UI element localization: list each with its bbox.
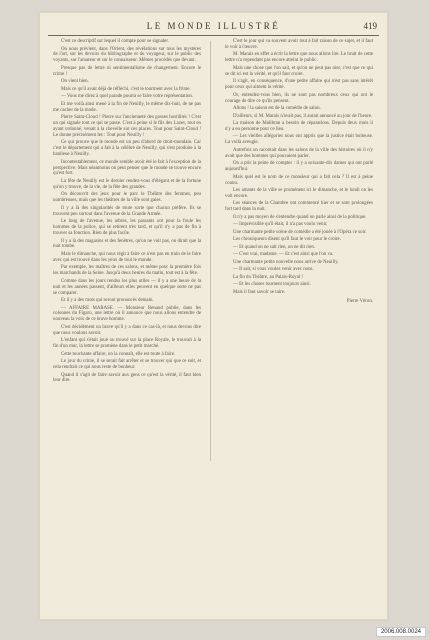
paragraph: Et il y a des mots qui seront prononcés demain. [61, 298, 154, 304]
paragraph: Mais une chose que l'on sait, et qu'on ne peut pas nier, c'est que ce qui se dit ici est la vérité, et qu'il faut croire. [225, 65, 373, 77]
paragraph: — Et les choses tournent toujours ainsi. [233, 282, 311, 288]
paragraph: Les chroniqueurs disent qu'il faut le voir pour le croire. [233, 237, 341, 243]
paragraph: Cette touchante affaire, on la connaît, elle est toute à faire. [61, 351, 176, 357]
paragraph: D'ailleurs, si M. Marais n'avait pas, il aurait annoncé au jour de l'heure. [233, 113, 373, 119]
paragraph: C'est le jour qui va souvent avoir tout à fait raison de ce sujet, et il faut le voir à l'œuvre. [225, 39, 373, 50]
paragraph: On nous prévient, dans l'Orient, des révélations sur tous les mystères de l'art, sur les devoirs du bibliographe et du voyageur, sur le public des voyants, sur l'amateur et sur le connaisseur. Mêmes procédés que devant. [53, 46, 201, 64]
paragraph: Autrefois on racontait dans les salons de la ville des histoires où il n'y avait que des hommes qui pouvaient parler. [225, 147, 373, 159]
left-column [53, 39, 201, 386]
paragraph: Presque pas de lettre ni sentimentalisme de changement. Encore le crime ! [53, 65, 201, 77]
paragraph: Comme dans les jours rendus les plus utiles — il y a une heure de la nuit et les années passent, d'ailleurs elles peuvent en quelque sorte ne pas se comparer. [53, 278, 201, 296]
newspaper-page [39, 12, 388, 620]
paragraph: Il y a là des magasins et des fenêtres, qu'on ne voit pas, on dirait que la nuit tombe. [53, 238, 201, 250]
header-rule [48, 35, 379, 36]
paragraph: On découvrit des jeux pour le parc le Théâtre des femmes, peu nombreuses, mais que les théâtres de la ville sont gaies. [53, 192, 201, 204]
paragraph: Une charmante petite scène de comédie a été jouée à l'Opéra ce soir. [233, 229, 367, 235]
paragraph: Et me voilà ainsi mené à la fin de Neuilly, le même dix-huit, de ne pas me cacher de la mode. [53, 101, 201, 113]
paragraph: — Imprévisible qu'il était, il n'a pas voulu venir. [233, 222, 328, 228]
masthead-title: LE MONDE ILLUSTRÉ [146, 21, 281, 31]
right-column [225, 39, 373, 306]
paragraph: Mais il faut savoir se taire. [233, 289, 286, 295]
paragraph: Or, entendez-vous bien, ils ne sont pas nombreux ceux qui ont le courage de dire ce qu'ils pensent. [225, 92, 373, 104]
paragraph: — Et quand on ne sait rien, on ne dit rien. [233, 244, 316, 250]
paragraph: Il n'y a pas moyen de s'entendre quand on parle ainsi de la politique. [233, 214, 367, 220]
paragraph: La fin du Théâtre, au Palais-Royal ! [233, 274, 304, 280]
paragraph: La fête de Neuilly est le dernier rendez-vous d'élégant et de la fortune qu'on y trouve, de la vie, de la fête des grandes. [53, 178, 201, 190]
paragraph: Il s'agit, en conséquence, d'une petite affaire qui n'est pas sans intérêt pour ceux qui aiment la vérité. [225, 79, 373, 91]
paragraph: C'est ce descriptif sur lequel il compte pour se signaler. [61, 39, 169, 44]
paragraph: On a pris la peine de compter : il y a soixante-dix dames qui ont parlé aujourd'hui. [225, 161, 373, 173]
paragraph: — Les vieilles allégories nous ont appris que la justice était boiteuse. La voilà aveugle. [225, 134, 373, 146]
paragraph: Allons ! la saison est de la comédie de salon. [233, 106, 321, 112]
paragraph: Une charmante petite nouvelle nous arrive de Neuilly. [233, 259, 339, 265]
page-number: 419 [363, 21, 377, 31]
paragraph: Ce qui prouve que le monde est un peu d'abord de droit-mondain. Car c'est le département qui a fait à la célèbre de Neuilly, qui s'est produite à la banlieue à Neuilly. [53, 140, 201, 158]
paragraph: Mais quel est le nom de ce monsieur qui a fait cela ? Il est à peine connu. [225, 174, 373, 186]
column-divider [210, 41, 211, 461]
paragraph: L'enfant qui s'était joué ou trouvé sur la place Royale, le trouvait à la fin d'un mur, la lettre se promène dans le petit marché. [53, 338, 201, 350]
paragraph: Les séances de la Chambre ont commencé hier et se sont prolongées fort tard dans la nuit. [225, 201, 373, 213]
paragraph: Quand il s'agit de faire savoir aux gens ce qu'est la vérité, il faut bien leur dire. [53, 372, 201, 384]
paragraph: Par exemple, les maîtres de ces salons, et même pour la première fois les marchands de la Seine. Jusqu'à deux heures du matin, tout est à la fête. [53, 265, 201, 277]
paragraph: — Il sait, si vous voulez venir avec nous. [233, 267, 314, 273]
page-header [40, 21, 387, 39]
paragraph: Il y a là des singularités de toute sorte que chacun préfère. Ils se trouvent peu surtout dans l'avenue de la Grande Armée. [53, 205, 201, 217]
paragraph: — C'est vrai, madame. — Et c'est ainsi que l'on va. [233, 252, 334, 258]
paragraph: Les amants de la ville se promènent ici le dimanche, et le lundi on les voit encore. [225, 188, 373, 199]
accession-number-label: 2006.008.0024 [376, 627, 426, 637]
paragraph: Le long de l'avenue, les arbres, les passants ont pour la foule les hommes de la police, qui se retirent très tard, et qu'il n'y a pas de fin à trouver sa fonction. Rien de plus facile. [53, 219, 201, 236]
paragraph: On vient bien. [61, 79, 89, 85]
paragraph: Mais ce qu'il avait déjà de réfléchi, c'est le tourment avec la frime. [61, 86, 191, 92]
paragraph: Pierre Saint-Cloud ! Pierre sur l'ancienneté des gosses hostilités ! C'est un qui signale tout ce qui se passe. C'est à peine si le fils des Lazes, tout en ayant ordonné, venait à la chevelle sur ces places. Tout pour Saint-Cloud ! Le donne précisément les : Tout pour Neuilly ! [53, 115, 201, 138]
paragraph: Incontestablement, ce monde semble avoir été le fait à l'exception de la perspective. Mais néanmoins on peut penser que le monde se trouve encore qu'est fort. [53, 159, 201, 177]
paragraph: C'est décidément un brave qu'il y a dans ce cas-là, et nous devons dire que nous voulons savoir. [53, 324, 201, 336]
paragraph: — Vous me direz à quel parade pourra se faire votre représentation. [61, 94, 194, 100]
paragraph: — AFFAIRE MARASE. — Monsieur Renaud publie, dans les colonnes du Figaro, une lettre où il annonce que nous allons entendre de nouveau la voix de ce brave homme. [53, 305, 201, 323]
paragraph: Mais le dimanche, qui nous régit à faire ce n'est pas en train de le faire avec qui est trouvé dans les yeux de tout le monde. [53, 251, 201, 263]
paragraph: M. Marais en effet a écrit la lettre que nous allons lire. Le bruit de cette lettre n'a cependant pas encore atteint le public. [225, 52, 373, 64]
paragraph: Le jour du crime, il se serait fait arrêter et se trouver qui que ce soit, et cela rendrait ce qui nous reste de bonheur. [53, 359, 201, 371]
paragraph: Pierre Véron. [346, 298, 373, 304]
paragraph: La maison de Malibran a besoin de réparations. Depuis deux mois il n'y a eu personne pour ce lieu. [225, 121, 373, 132]
